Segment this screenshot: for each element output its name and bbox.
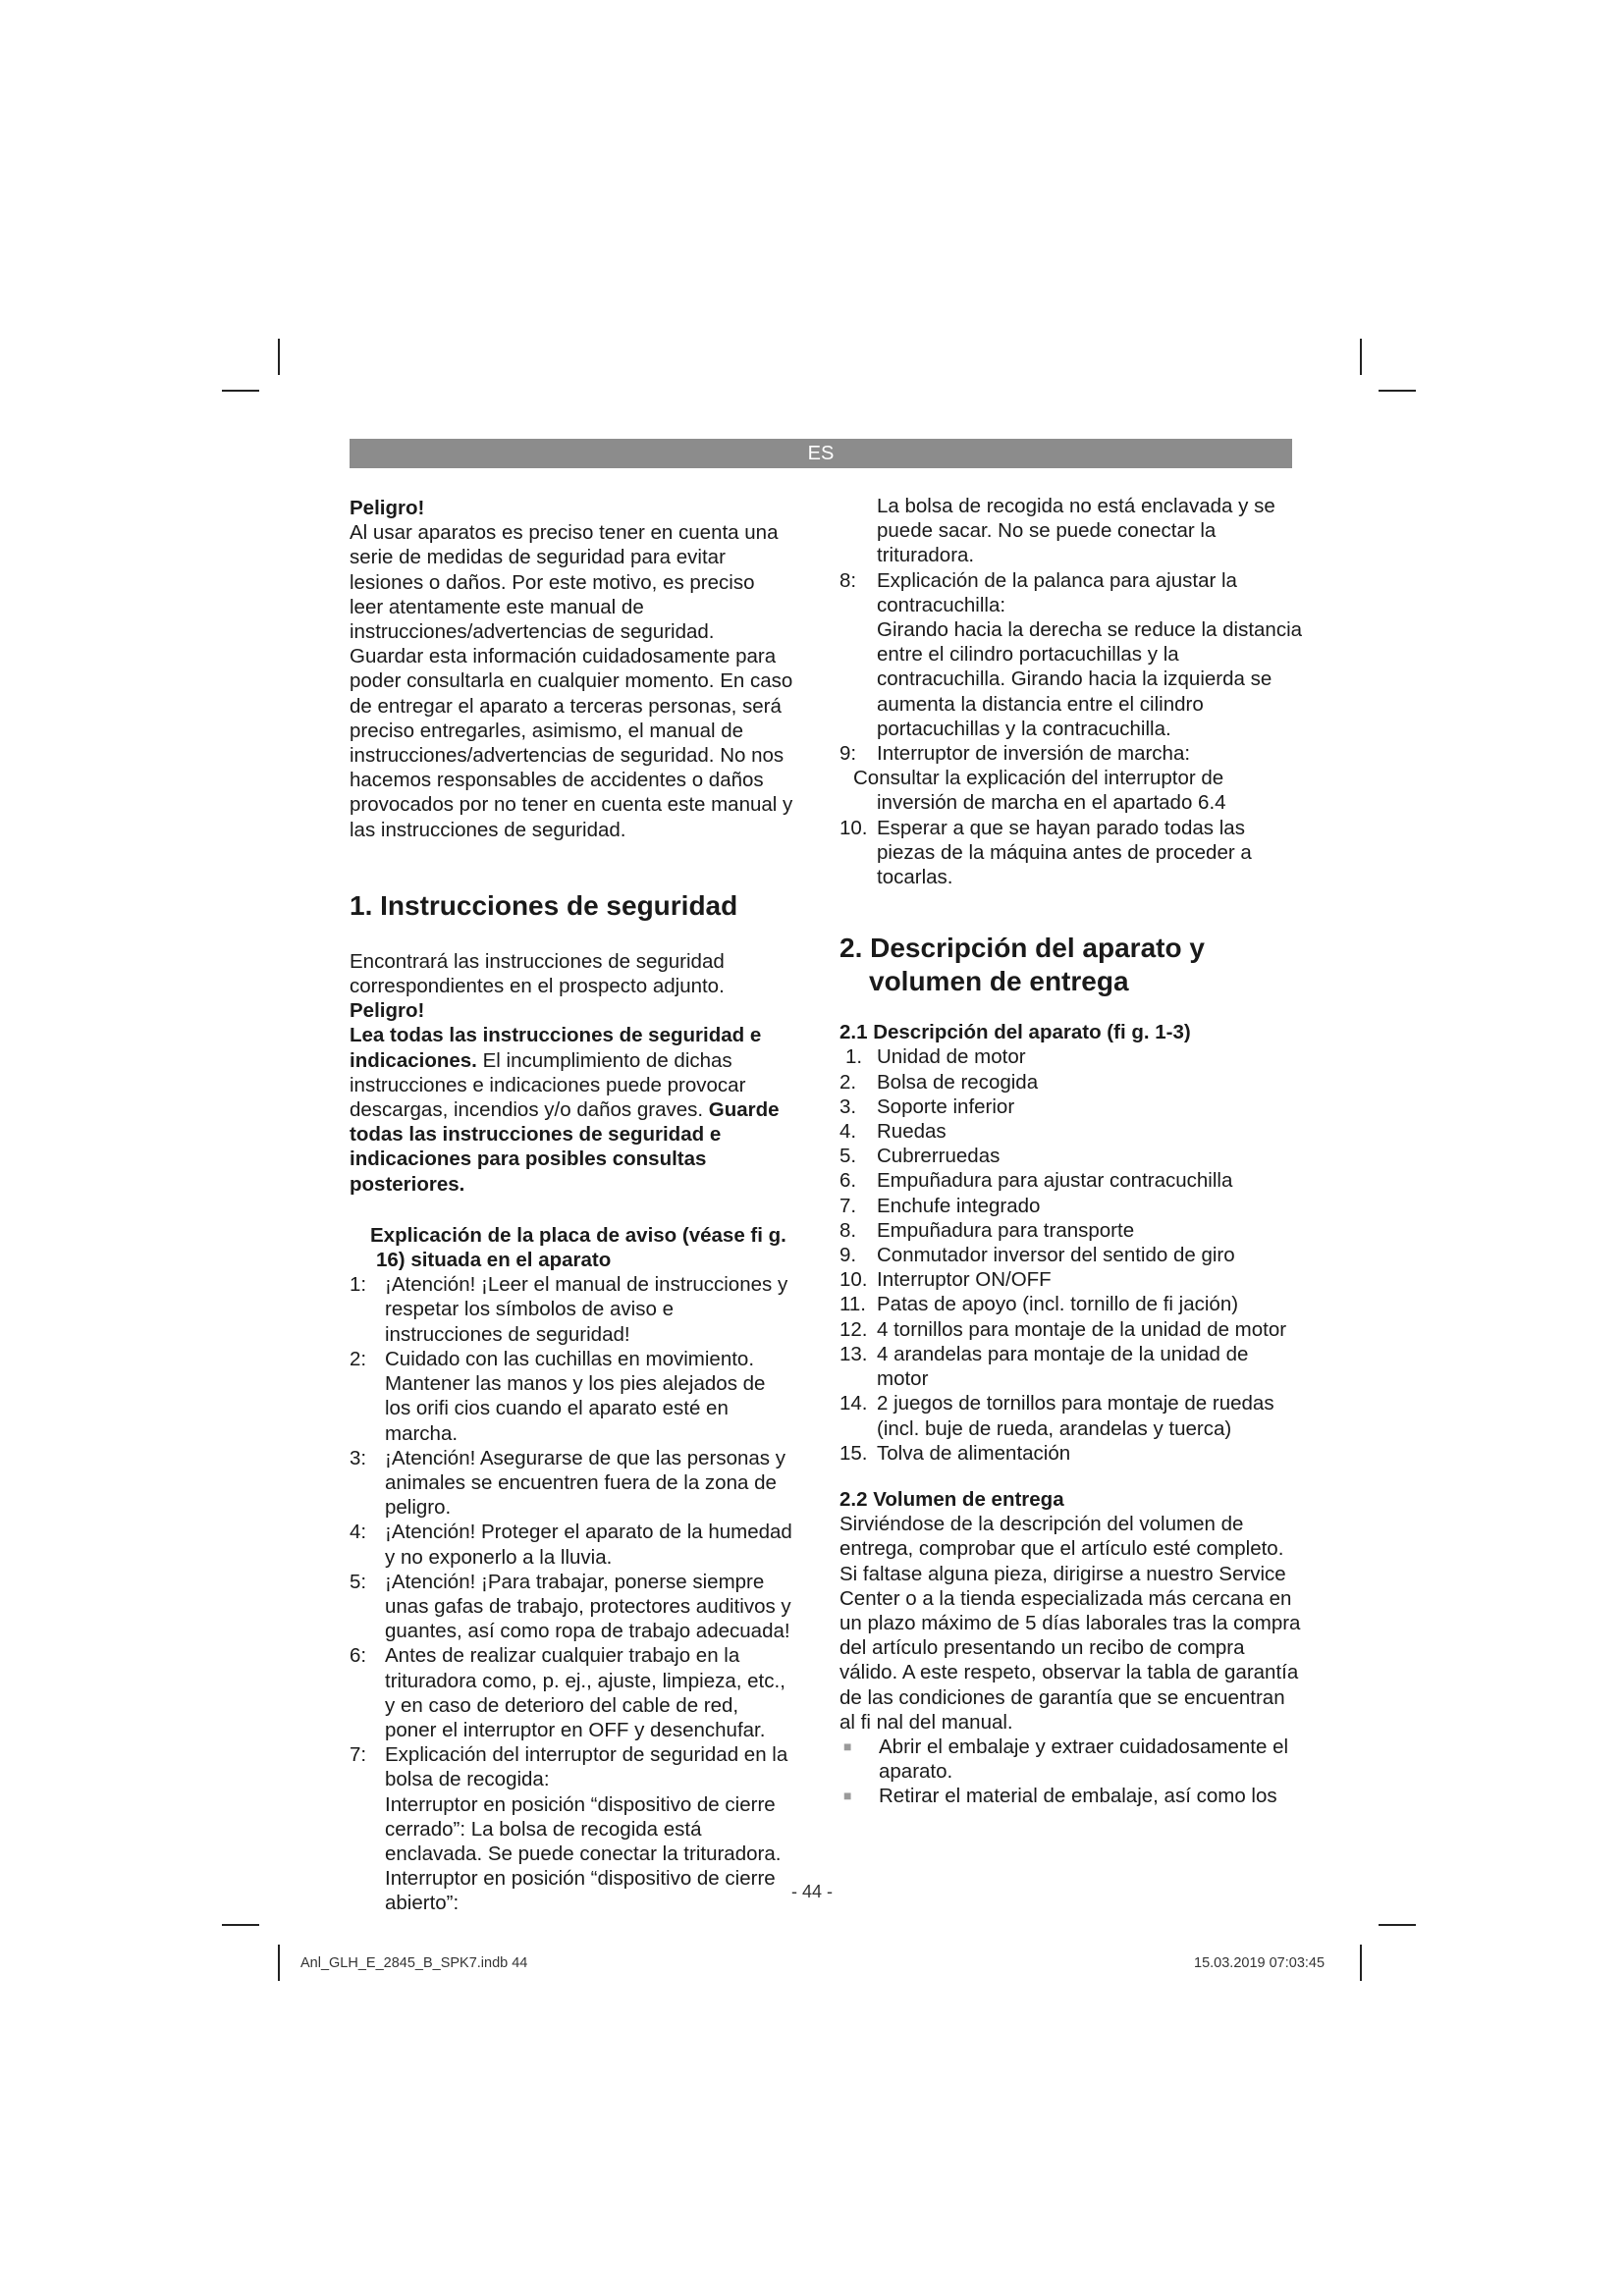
list-item-continuation xyxy=(839,494,1303,568)
item-number: 4: xyxy=(350,1521,367,1544)
section-2-title xyxy=(839,932,1303,998)
crop-mark xyxy=(1379,390,1416,392)
item-number: 6. xyxy=(839,1169,857,1193)
item-text: 4 arandelas para montaje de la unidad de motor xyxy=(877,1342,1249,1391)
list-item xyxy=(350,1347,793,1446)
section-1-intro: Encontrará las instrucciones de seguridad correspondientes en el prospecto adjunto. xyxy=(350,949,725,998)
item-number: 9. xyxy=(839,1244,857,1267)
item-number: 10. xyxy=(839,1268,868,1292)
item-number: 13. xyxy=(839,1342,868,1365)
bullet-square-icon: ■ xyxy=(843,1737,852,1754)
read-instructions-paragraph xyxy=(350,1023,793,1196)
read-instructions-bold: Lea todas las instrucciones de seguridad e indicaciones. xyxy=(350,1024,762,1072)
bullet-text: Abrir el embalaje y extraer cuidadosamente el aparato. xyxy=(879,1735,1289,1784)
list-item xyxy=(839,816,1303,890)
list-item xyxy=(839,1095,1303,1119)
bullet-text: Retirar el material de embalaje, así como los xyxy=(879,1785,1277,1808)
list-item xyxy=(350,1446,793,1521)
item-number: 8: xyxy=(839,568,857,592)
danger-title: Peligro! xyxy=(350,497,425,519)
list-item xyxy=(839,1144,1303,1168)
item-number: 1: xyxy=(350,1273,367,1297)
item-7-continuation: Interruptor en posición “dispositivo de cierre cerrado”: La bolsa de recogida está enclavada. Se puede conectar la trituradora. Interruptor en posición “dispositivo de cierre abierto”: xyxy=(385,1792,782,1915)
item-text: Interruptor ON/OFF xyxy=(877,1268,1052,1292)
item-number: 15. xyxy=(839,1441,868,1465)
item-number: 5: xyxy=(350,1570,367,1593)
danger-2-title: Peligro! xyxy=(350,999,425,1023)
item-text: Ruedas xyxy=(877,1120,947,1144)
language-header-bar xyxy=(350,439,1292,468)
right-column xyxy=(839,494,1303,1809)
item-7-tail: La bolsa de recogida no está enclavada y se puede sacar. No se puede conectar la trituradora. xyxy=(877,495,1275,567)
item-text: Esperar a que se hayan parado todas las piezas de la máquina antes de proceder a tocarlas. xyxy=(877,816,1252,889)
item-text: Conmutador inversor del sentido de giro xyxy=(877,1244,1235,1267)
crop-mark xyxy=(278,339,280,375)
crop-mark xyxy=(1379,1924,1416,1926)
list-item xyxy=(839,1044,1303,1069)
language-code: ES xyxy=(807,443,835,464)
item-text: ¡Atención! Asegurarse de que las personas y animales se encuentren fuera de la zona de peligro. xyxy=(385,1446,785,1520)
item-text: Cuidado con las cuchillas en movimiento. Mantener las manos y los pies alejados de los orifi cios cuando el aparato esté en marcha. xyxy=(385,1347,766,1445)
warning-plate-title: Explicación de la placa de aviso (véase fi g. 16) situada en el aparato xyxy=(370,1223,786,1272)
item-9-continuation: Consultar la explicación del interruptor de inversión de marcha en el apartado 6.4 xyxy=(853,767,1226,815)
footer-date: 15.03.2019 07:03:45 xyxy=(1194,1955,1326,1971)
item-text: Cubrerruedas xyxy=(877,1145,1001,1168)
item-text: Empuñadura para ajustar contracuchilla xyxy=(877,1169,1233,1193)
subsection-2-1-title: 2.1 Descripción del aparato (fi g. 1-3) xyxy=(839,1021,1191,1044)
item-number: 3: xyxy=(350,1446,367,1469)
item-number: 14. xyxy=(839,1392,868,1415)
item-text: Explicación de la palanca para ajustar la contracuchilla: xyxy=(877,568,1237,616)
item-text: Tolva de alimentación xyxy=(877,1441,1071,1465)
item-text: Enchufe integrado xyxy=(877,1194,1041,1217)
crop-mark xyxy=(1360,1945,1362,1981)
list-item xyxy=(839,1070,1303,1095)
list-item xyxy=(350,1742,793,1791)
list-item xyxy=(839,1317,1303,1342)
subsection-2-2-text: Sirviéndose de la descripción del volumen de entrega, comprobar que el artículo esté completo. Si faltase alguna pieza, dirigirse a nuestro Service Center o a la tienda especializada más cercana en un plazo máximo de 5 días laborales tras la compra del artículo presentando un recibo de compra válido. A este respeto, observar la tabla de garantía de las condiciones de garantía que se encuentran al fi nal del manual. xyxy=(839,1513,1301,1734)
item-text: Interruptor de inversión de marcha: xyxy=(877,742,1191,766)
list-item xyxy=(839,1267,1303,1292)
footer-file-name: Anl_GLH_E_2845_B_SPK7.indb 44 xyxy=(300,1955,528,1971)
section-2-title-line2: volumen de entrega xyxy=(869,966,1129,997)
item-number: 5. xyxy=(839,1145,857,1168)
item-text: Bolsa de recogida xyxy=(877,1070,1039,1094)
subsection-2-2-title: 2.2 Volumen de entrega xyxy=(839,1487,1064,1511)
item-text: 4 tornillos para montaje de la unidad de motor xyxy=(877,1317,1287,1341)
item-number: 11. xyxy=(839,1293,866,1316)
bullet-item xyxy=(839,1735,1303,1784)
item-number: 9: xyxy=(839,742,857,766)
crop-mark xyxy=(1360,339,1362,375)
section-2-title-line1: 2. Descripción del aparato y xyxy=(839,933,1205,964)
list-item xyxy=(839,1119,1303,1144)
list-item xyxy=(350,1520,793,1569)
item-number: 2. xyxy=(839,1070,857,1094)
item-number: 8. xyxy=(839,1218,857,1242)
list-item-continuation xyxy=(839,617,1303,741)
list-item xyxy=(839,1243,1303,1267)
item-number: 2: xyxy=(350,1347,367,1370)
item-text: ¡Atención! ¡Para trabajar, ponerse siempre unas gafas de trabajo, protectores auditivos y guantes, así como ropa de trabajo adecuada! xyxy=(385,1570,791,1643)
list-item xyxy=(839,741,1303,766)
keep-instructions-bold: Guarde todas las instrucciones de seguridad e indicaciones para posibles consultas posteriores. xyxy=(350,1098,780,1196)
item-text: Patas de apoyo (incl. tornillo de fi jación) xyxy=(877,1293,1239,1316)
item-text: 2 juegos de tornillos para montaje de ruedas (incl. buje de rueda, arandelas y tuerca) xyxy=(877,1392,1274,1440)
list-item xyxy=(839,1342,1303,1391)
list-item xyxy=(839,1292,1303,1316)
list-item xyxy=(839,1194,1303,1218)
item-number: 3. xyxy=(839,1095,857,1118)
list-item xyxy=(839,568,1303,617)
item-text: ¡Atención! Proteger el aparato de la humedad y no exponerlo a la lluvia. xyxy=(385,1521,792,1569)
crop-mark xyxy=(222,1924,259,1926)
item-number: 1. xyxy=(845,1045,863,1069)
list-item xyxy=(839,1218,1303,1243)
item-text: Explicación del interruptor de seguridad en la bolsa de recogida: xyxy=(385,1743,788,1791)
crop-mark xyxy=(278,1945,280,1981)
warning-plate-list xyxy=(350,1272,793,1915)
read-instructions-text: El incumplimiento de dichas instrucciones e indicaciones puede provocar descargas, incendios y/o daños graves. xyxy=(350,1048,746,1122)
list-item xyxy=(350,1272,793,1347)
crop-mark xyxy=(222,390,259,392)
item-text: Empuñadura para transporte xyxy=(877,1218,1135,1242)
left-column xyxy=(350,496,793,1916)
section-1-title: 1. Instrucciones de seguridad xyxy=(350,889,738,921)
bullet-square-icon: ■ xyxy=(843,1788,852,1804)
parts-list xyxy=(839,1044,1303,1465)
item-number: 12. xyxy=(839,1317,868,1341)
item-8-continuation: Girando hacia la derecha se reduce la distancia entre el cilindro portacuchillas y la contracuchilla. Girando hacia la izquierda se aumenta la distancia entre el cilindro portacuchillas y la contracuchilla. xyxy=(877,618,1303,740)
item-text: ¡Atención! ¡Leer el manual de instrucciones y respetar los símbolos de aviso e instrucciones de seguridad! xyxy=(385,1273,788,1346)
item-number: 4. xyxy=(839,1120,857,1144)
page-number: - 44 - xyxy=(790,1882,833,1901)
list-item xyxy=(839,1441,1303,1466)
list-item xyxy=(839,1168,1303,1193)
list-item xyxy=(350,1570,793,1644)
item-number: 7: xyxy=(350,1743,367,1767)
item-number: 6: xyxy=(350,1644,367,1668)
item-text: Antes de realizar cualquier trabajo en la trituradora como, p. ej., ajuste, limpieza, etc., y en caso de deterioro del cable de red, poner el interruptor en OFF y desenchufar. xyxy=(385,1644,785,1741)
bullet-item xyxy=(839,1784,1303,1808)
list-item-continuation xyxy=(839,766,1303,815)
item-text: Soporte inferior xyxy=(877,1095,1015,1118)
item-number: 7. xyxy=(839,1194,857,1217)
item-number: 10. xyxy=(839,816,868,839)
item-text: Unidad de motor xyxy=(877,1045,1026,1069)
list-item xyxy=(839,1391,1303,1440)
danger-text: Al usar aparatos es preciso tener en cuenta una serie de medidas de seguridad para evitar lesiones o daños. Por este motivo, es preciso leer atentamente este manual de instrucciones/advertencias de seguridad. Guardar esta información cuidadosamente para poder consultarla en cualquier momento. En caso de entregar el aparato a terceras personas, será preciso entregarles, asimismo, el manual de instrucciones/advertencias de seguridad. No nos hacemos responsables de accidentes o daños provocados por no tener en cuenta este manual y las instrucciones de seguridad. xyxy=(350,521,793,841)
list-item xyxy=(350,1643,793,1742)
